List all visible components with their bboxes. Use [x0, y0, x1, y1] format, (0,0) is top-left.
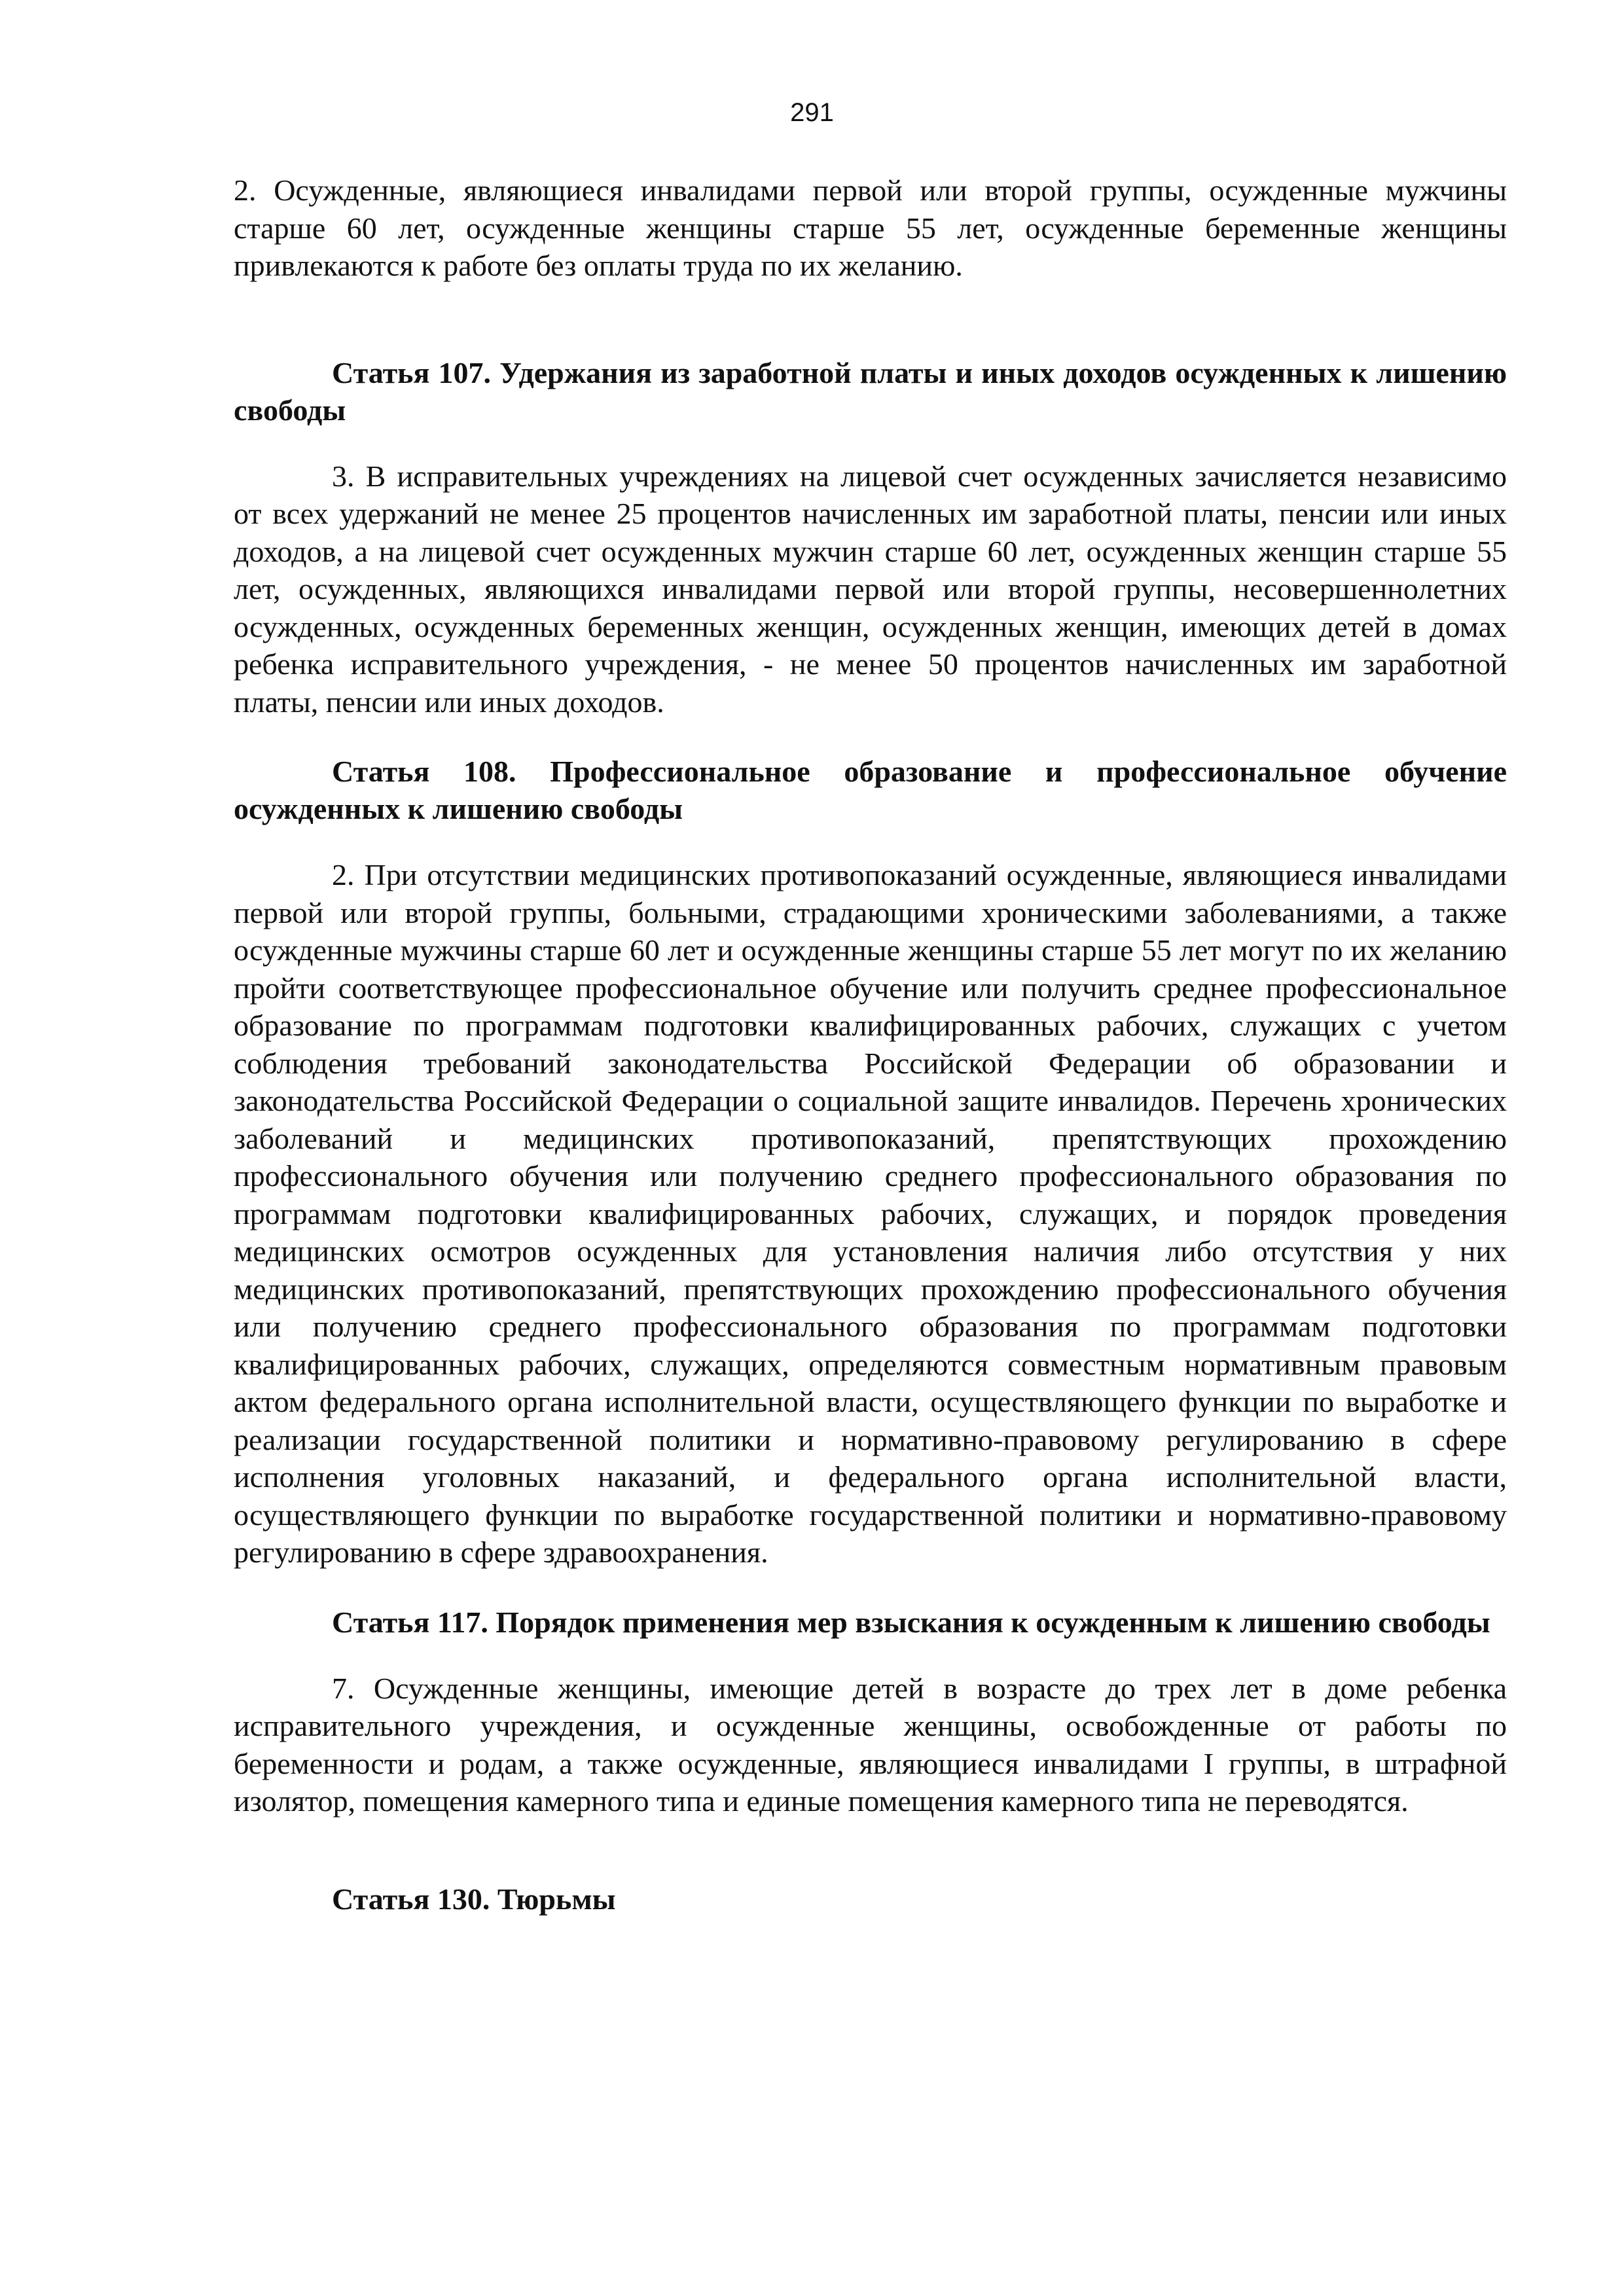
article-107-paragraph: 3. В исправительных учреждениях на лицевой счет осужденных зачисляется независимо от всех удержаний не менее 25 процентов начисленных им заработной платы, пенсии или иных доходов, а на лицевой счет осужденных мужчин старше 60 лет, осужденных женщин старше 55 лет, осужденных, являющихся инвалидами первой или второй группы, несовершеннолетних осужденных, осужденных беременных женщин, осужденных женщин, имеющих детей в домах ребенка исправительного учреждения, - не менее 50 процентов начисленных им заработной платы, пенсии или иных доходов.	[234, 459, 1507, 719]
document-body	[234, 171, 1507, 1918]
article-117-heading: Статья 117. Порядок применения мер взыскания к осужденным к лишению свободы	[332, 1605, 1490, 1639]
article-108-heading: Статья 108. Профессиональное образование и профессиональное обучение осужденных к лишению свободы	[234, 755, 1507, 825]
intro-paragraph: 2. Осужденные, являющиеся инвалидами первой или второй группы, осужденные мужчины старше 60 лет, осужденные женщины старше 55 лет, осужденные беременные женщины привлекаются к работе без оплаты труда по их желанию.	[234, 173, 1507, 282]
article-107-heading: Статья 107. Удержания из заработной платы и иных доходов осужденных к лишению свободы	[234, 355, 1507, 427]
page-number: 291	[790, 98, 834, 127]
article-117-paragraph: 7. Осужденные женщины, имеющие детей в возрасте до трех лет в доме ребенка исправительного учреждения, и осужденные женщины, освобожденные от работы по беременности и родам, а также осужденные, являющиеся инвалидами I группы, в штрафной изолятор, помещения камерного типа и единые помещения камерного типа не переводятся.	[234, 1671, 1507, 1818]
article-108-paragraph: 2. При отсутствии медицинских противопоказаний осужденные, являющиеся инвалидами первой или второй группы, больными, страдающими хроническими заболеваниями, а также осужденные мужчины старше 60 лет и осужденные женщины старше 55 лет могут по их желанию пройти соответствующее профессиональное обучение или получить среднее профессиональное образование по программам подготовки квалифицированных рабочих, служащих с учетом соблюдения требований законодательства Российской Федерации об образовании и законодательства Российской Федерации о социальной защите инвалидов. Перечень хронических заболеваний и медицинских противопоказаний, препятствующих прохождению профессионального обучения или получению среднего профессионального образования по программам подготовки квалифицированных рабочих, служащих, и порядок проведения медицинских осмотров осужденных для установления наличия либо отсутствия у них медицинских противопоказаний, препятствующих прохождению профессионального обучения или получению среднего профессионального образования по программам подготовки квалифицированных рабочих, служащих, определяются совместным нормативным правовым актом федерального органа исполнительной власти, осуществляющего функции по выработке и реализации государственной политики и нормативно-правовому регулированию в сфере исполнения уголовных наказаний, и федерального органа исполнительной власти, осуществляющего функции по выработке государственной политики и нормативно-правовому регулированию в сфере здравоохранения.	[234, 858, 1507, 1569]
article-130-heading: Статья 130. Тюрьмы	[332, 1882, 616, 1916]
